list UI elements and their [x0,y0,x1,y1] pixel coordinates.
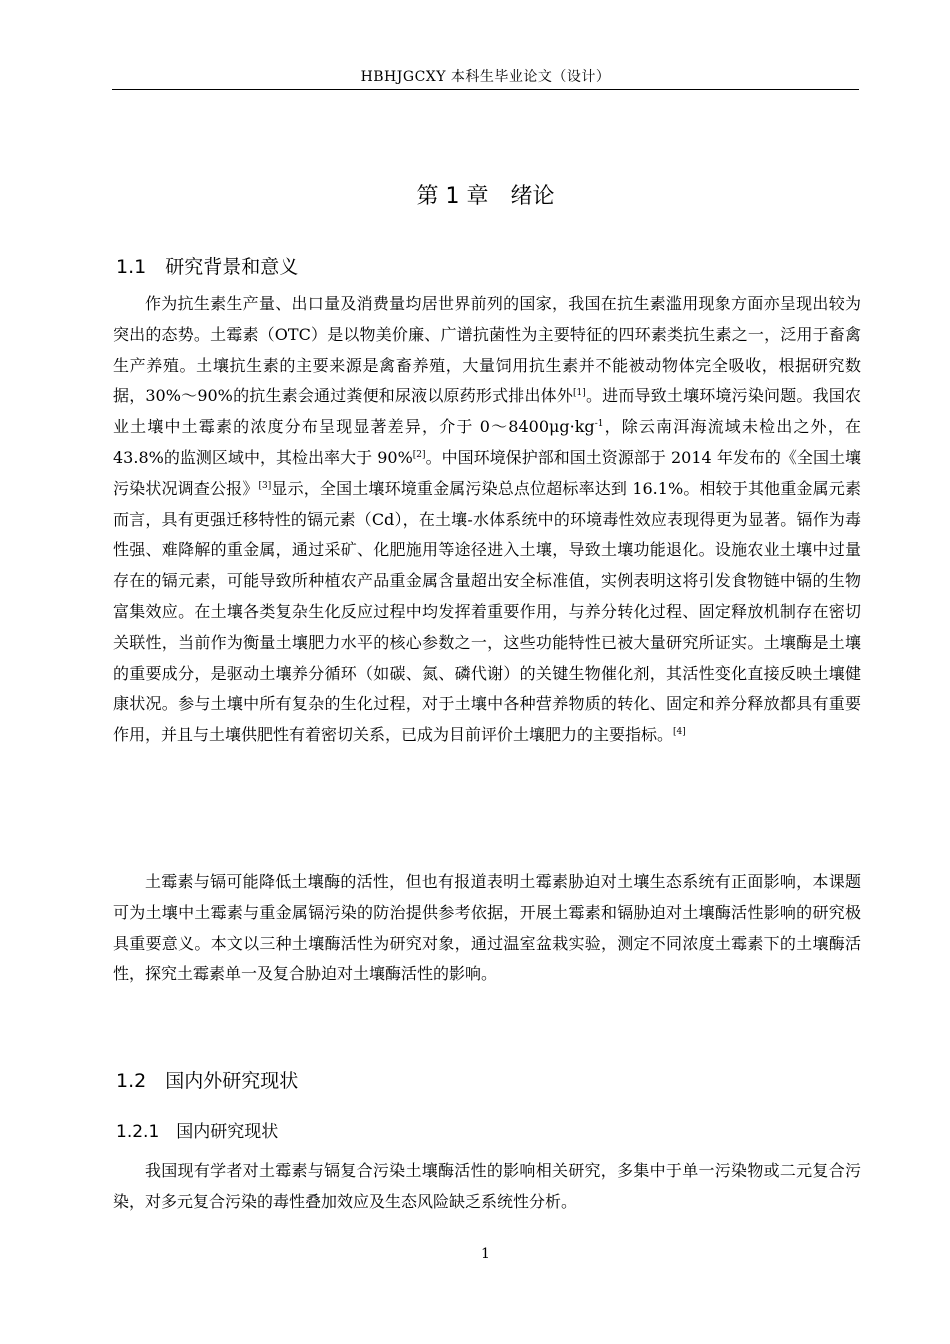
unit-superscript: -1 [594,419,604,430]
citation-ref-4: [4] [673,727,686,738]
page-number: 1 [481,1246,490,1262]
paragraph-segment: 。中国环境保护部和国土资源部于 2014 年发布的《全国土壤污染状况调查公报》 [113,447,861,498]
citation-ref-2: [2] [412,449,426,460]
paragraph-domestic-research: 我国现有学者对土霉素与镉复合污染土壤酶活性的影响相关研究，多集中于单一污染物或二元复合污染，对多元复合污染的毒性叠加效应及生态风险缺乏系统性分析。 [113,1161,861,1211]
paragraph-background-1 [113,289,861,751]
citation-ref-3: [3] [258,480,272,491]
paragraph-segment: 显示，全国土壤环境重金属污染总点位超标率达到 16.1%。相较于其他重金属元素而言，具有更强迁移特性的镉元素（Cd），在土壤-水体系统中的环境毒性效应表现得更为显著。镉作为毒性强、难降解的重金属，通过采矿、化肥施用等途径进入土壤，导致土壤功能退化。设施农业土壤中过量存在的镉元素，可能导致所种植农产品重金属含量超出安全标准值，实例表明这将引发食物链中镉的生物富集效应。在土壤各类复杂生化反应过程中均发挥着重要作用，与养分转化过程、固定释放机制存在密切关联性，当前作为衡量土壤肥力水平的核心参数之一，这些功能特性已被大量研究所证实。土壤酶是土壤的重要成分，是驱动土壤养分循环（如碳、氮、磷代谢）的关键生物催化剂，其活性变化直接反映土壤健康状况。参与土壤中所有复杂的生化过程，对于土壤中各种营养物质的转化、固定和养分释放都具有重要作用，并且与土壤供肥性有着密切关系，已成为目前评价土壤肥力的主要指标。 [113,478,861,745]
header-rule [112,89,859,90]
running-header: HBHJGCXY 本科生毕业论文（设计） [360,69,611,85]
section-heading-1-2: 1.2 国内外研究现状 [116,1070,299,1092]
paragraph-segment: 作为抗生素生产量、出口量及消费量均居世界前列的国家，我国在抗生素滥用现象方面亦呈现出较为突出的态势。土霉素（OTC）是以物美价廉、广谱抗菌性为主要特征的四环素类抗生素之一，泛用于畜禽生产养殖。土壤抗生素的主要来源是禽畜养殖，大量饲用抗生素并不能被动物体完全吸收，根据研究数据，30%～90%的抗生素会通过粪便和尿液以原药形式排出体外 [113,294,861,406]
paragraph-background-2: 土霉素与镉可能降低土壤酶的活性，但也有报道表明土霉素胁迫对土壤生态系统有正面影响，本课题可为土壤中土霉素与重金属镉污染的防治提供参考依据，开展土霉素和镉胁迫对土壤酶活性影响的研究极具重要意义。本文以三种土壤酶活性为研究对象，通过温室盆栽实验，测定不同浓度土霉素下的土壤酶活性，探究土霉素单一及复合胁迫对土壤酶活性的影响。 [113,872,861,984]
citation-ref-1: [1] [573,388,586,399]
paragraph-segment: 。进而导致土壤环境污染问题。我国农业土壤中土霉素的浓度分布呈现显著差异，介于 0～8400μg·kg [113,386,861,437]
paragraph-segment: ，除云南洱海流域未检出之外，在 43.8%的监测区域中，其检出率大于 90% [113,417,861,467]
chapter-title: 第 1 章 绪论 [416,184,555,209]
section-heading-1-1: 1.1 研究背景和意义 [116,256,299,278]
subsection-heading-1-2-1: 1.2.1 国内研究现状 [116,1122,279,1142]
